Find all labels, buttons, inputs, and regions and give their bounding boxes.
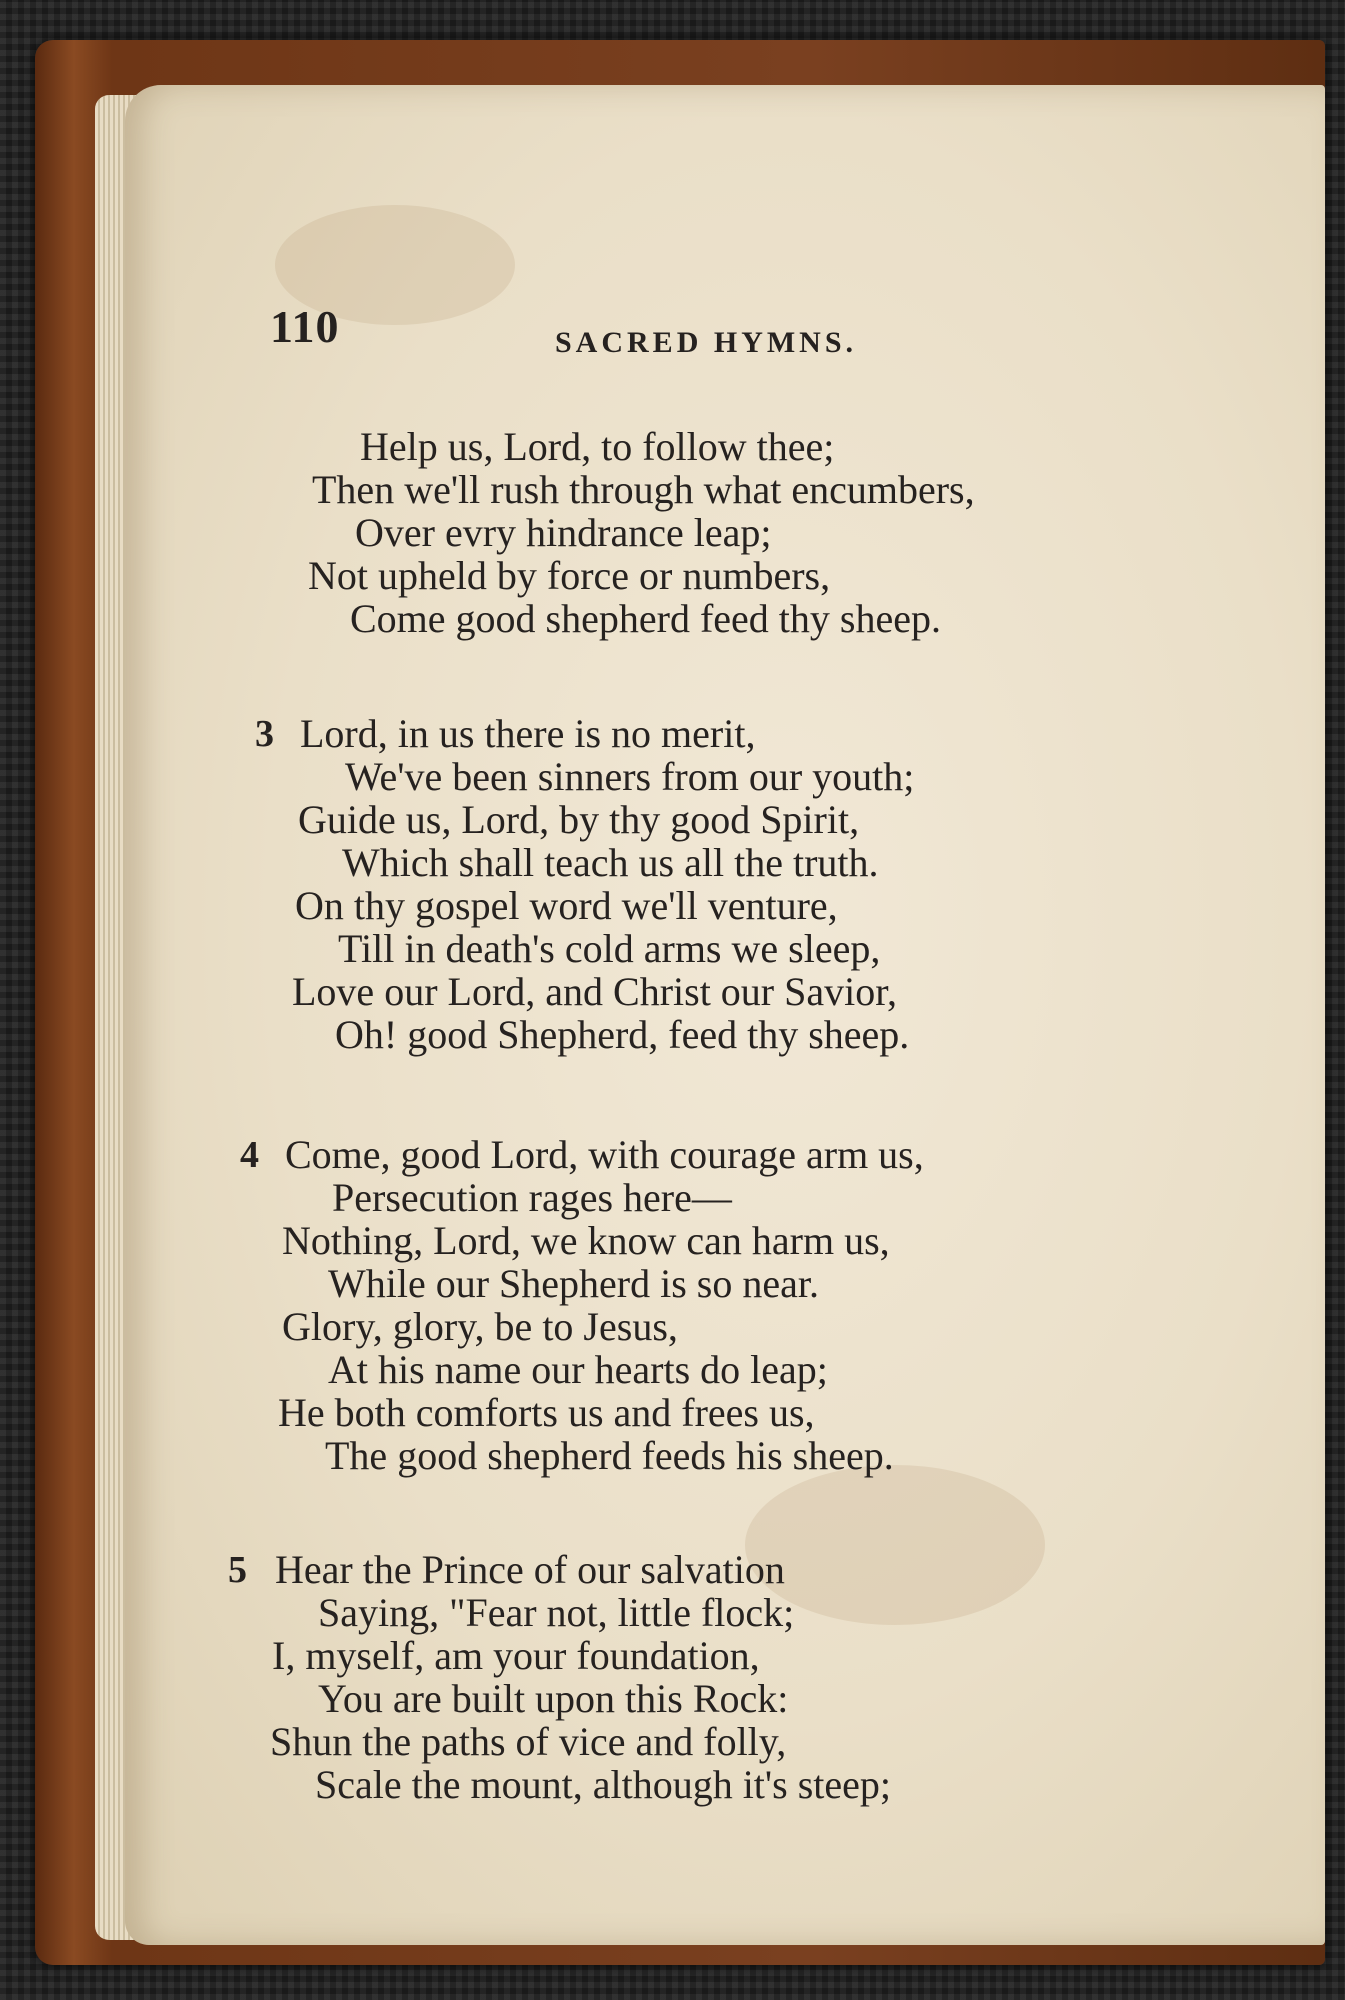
verse-line: Oh! good Shepherd, feed thy sheep. bbox=[335, 1012, 910, 1057]
verse-line: Guide us, Lord, by thy good Spirit, bbox=[298, 797, 860, 842]
running-title: SACRED HYMNS. bbox=[555, 326, 858, 359]
verse-line: Persecution rages here— bbox=[332, 1175, 732, 1220]
verse-number: 3 bbox=[255, 713, 274, 755]
verse-line: On thy gospel word we'll venture, bbox=[295, 883, 838, 928]
verse-line: While our Shepherd is so near. bbox=[328, 1261, 819, 1306]
verse-line: Love our Lord, and Christ our Savior, bbox=[292, 969, 897, 1014]
verse-number: 5 bbox=[228, 1549, 247, 1591]
page-header bbox=[270, 300, 970, 360]
verse-line: Glory, glory, be to Jesus, bbox=[282, 1304, 678, 1349]
verse-line: We've been sinners from our youth; bbox=[345, 754, 915, 799]
verse-line: At his name our hearts do leap; bbox=[328, 1347, 828, 1392]
verse-line: Saying, "Fear not, little flock; bbox=[318, 1590, 795, 1635]
verse-line: The good shepherd feeds his sheep. bbox=[325, 1433, 894, 1478]
verse-line: Nothing, Lord, we know can harm us, bbox=[282, 1218, 890, 1263]
verse-line: Help us, Lord, to follow thee; bbox=[360, 424, 835, 469]
verse-line: He both comforts us and frees us, bbox=[278, 1390, 815, 1435]
verse-line: I, myself, am your foundation, bbox=[272, 1633, 760, 1678]
verse-line: Then we'll rush through what encumbers, bbox=[312, 467, 975, 512]
verse-number: 4 bbox=[240, 1134, 259, 1176]
verse-line: Shun the paths of vice and folly, bbox=[270, 1719, 787, 1764]
verse-line: You are built upon this Rock: bbox=[318, 1676, 789, 1721]
verse-line: Hear the Prince of our salvation bbox=[275, 1547, 785, 1592]
verse-line: Till in death's cold arms we sleep, bbox=[338, 926, 881, 971]
verse-line: Scale the mount, although it's steep; bbox=[315, 1762, 891, 1807]
verse-line: Over evry hindrance leap; bbox=[355, 510, 772, 555]
verse-line: Which shall teach us all the truth. bbox=[342, 840, 879, 885]
verse-line: Not upheld by force or numbers, bbox=[308, 553, 831, 598]
verse-line: Lord, in us there is no merit, bbox=[300, 711, 756, 756]
page-number: 110 bbox=[270, 301, 340, 352]
verse-line: Come good shepherd feed thy sheep. bbox=[350, 596, 941, 641]
verse-line: Come, good Lord, with courage arm us, bbox=[285, 1132, 924, 1177]
